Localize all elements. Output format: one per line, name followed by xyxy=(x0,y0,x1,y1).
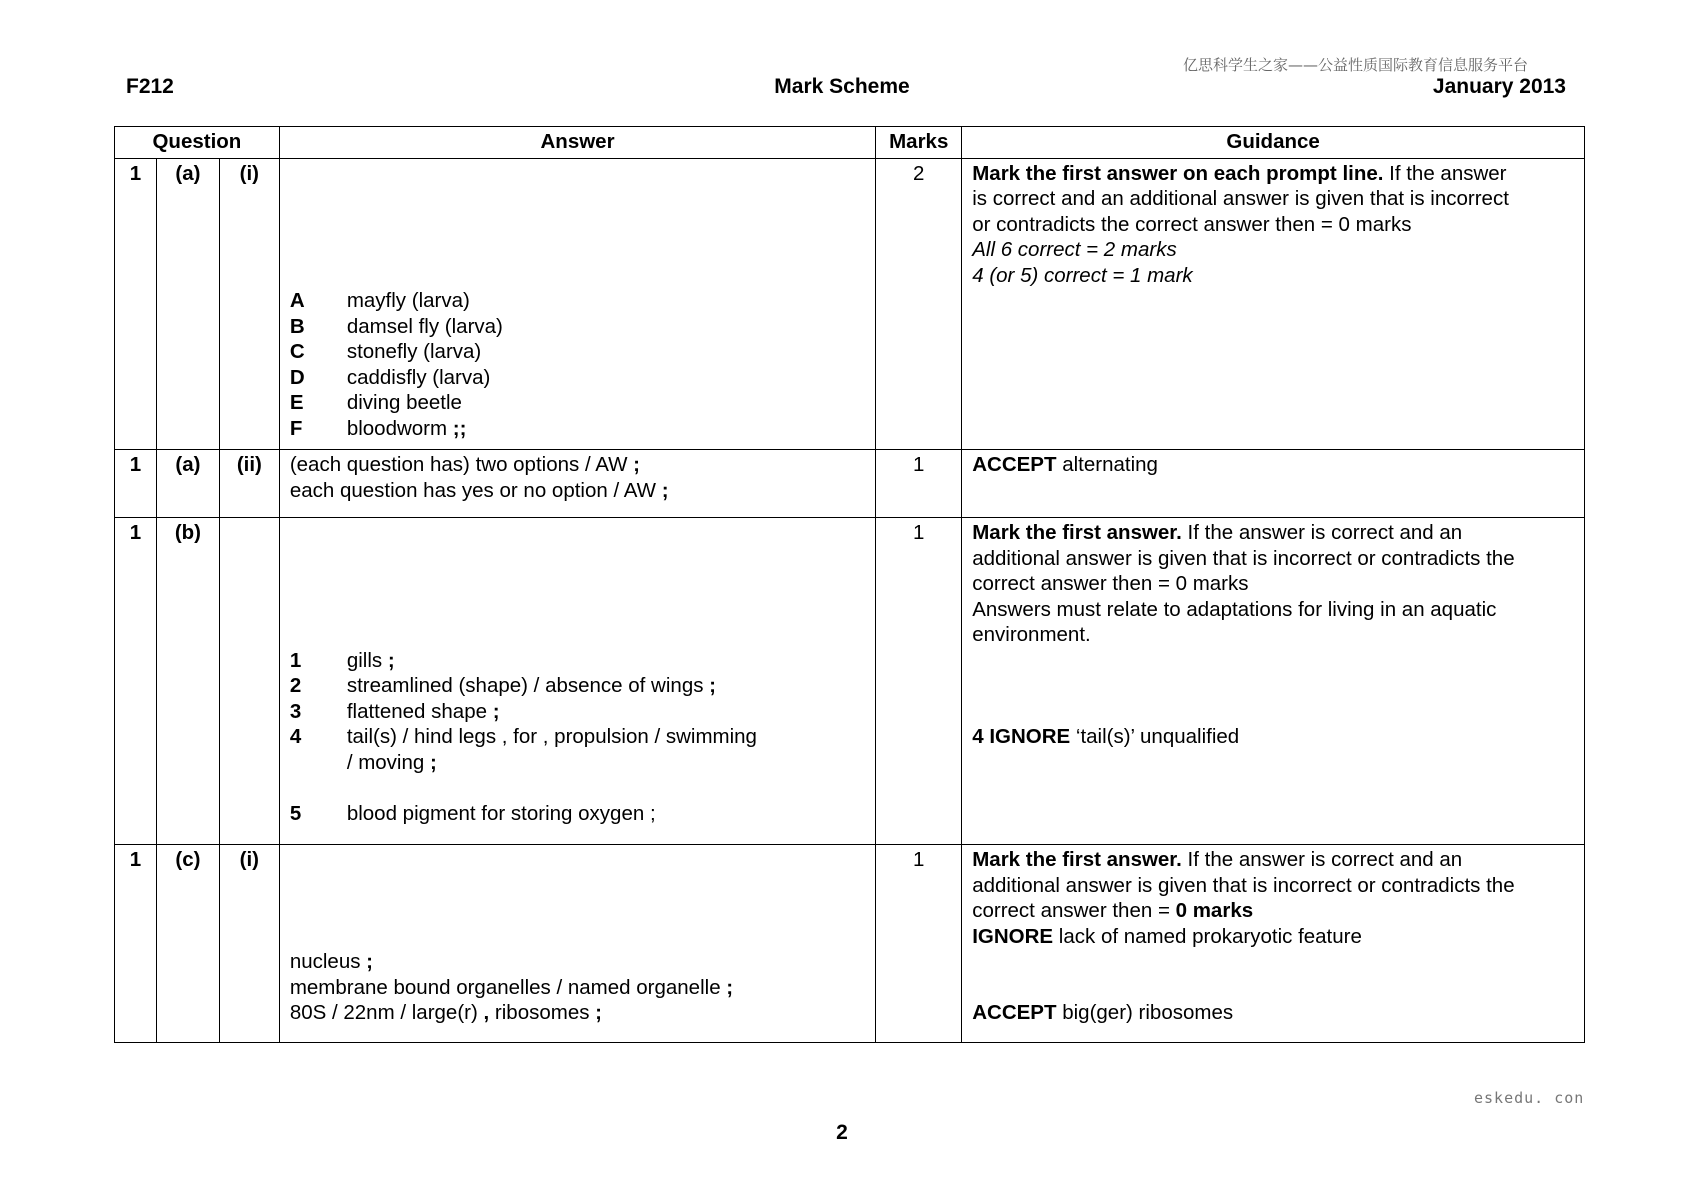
list-item: A mayfly (larva) xyxy=(289,289,470,312)
question-number: 1 xyxy=(115,518,157,845)
question-number: 1 xyxy=(115,845,157,1043)
document-title: Mark Scheme xyxy=(774,75,910,98)
answer-cell: nucleus ; membrane bound organelles / named organelle ; 80S / 22nm / large(r) , ribosomes ; xyxy=(279,845,875,1043)
guidance-cell: Mark the first answer. If the answer is correct and an additional answer is given that is incorrect or contradicts the correct answer then = 0 marks Answers must relate to adaptations for living in an aquatic environment. 4 IGNORE ‘tail(s)’ unqualified xyxy=(962,518,1585,845)
question-subpart: (i) xyxy=(219,845,279,1043)
list-item: 1 gills ; xyxy=(289,648,395,672)
watermark-top: 亿思科学生之家——公益性质国际教育信息服务平台 xyxy=(1183,56,1529,74)
question-subpart xyxy=(219,518,279,845)
list-item: E diving beetle xyxy=(289,391,462,414)
header-answer: Answer xyxy=(279,127,875,159)
question-part: (c) xyxy=(156,845,219,1043)
question-number: 1 xyxy=(115,158,157,450)
question-part: (a) xyxy=(156,158,219,450)
question-subpart: (ii) xyxy=(219,450,279,518)
mark-scheme-table xyxy=(114,126,1585,1043)
table-row xyxy=(115,518,1585,845)
list-item: 4 tail(s) / hind legs , for , propulsion / swimming xyxy=(289,725,757,748)
guidance-cell: Mark the first answer. If the answer is correct and an additional answer is given that is incorrect or contradicts the correct answer then = 0 marks IGNORE lack of named prokaryotic feature ACCEPT big(ger) ribosomes xyxy=(962,845,1585,1043)
list-item: F bloodworm ;; xyxy=(289,416,467,440)
question-number: 1 xyxy=(115,450,157,518)
answer-cell: (each question has) two options / AW ; each question has yes or no option / AW ; xyxy=(279,450,875,518)
marks-cell: 1 xyxy=(876,450,962,518)
header-marks: Marks xyxy=(876,127,962,159)
watermark-bottom: eskedu. con xyxy=(1474,1089,1585,1107)
list-item: / moving ; xyxy=(346,750,437,774)
marks-cell: 1 xyxy=(876,845,962,1043)
page-number: 2 xyxy=(836,1121,848,1144)
table-row xyxy=(115,158,1585,450)
question-part: (a) xyxy=(156,450,219,518)
list-item: 2 streamlined (shape) / absence of wings ; xyxy=(289,674,717,697)
question-subpart: (i) xyxy=(219,158,279,450)
list-item: B damsel fly (larva) xyxy=(289,314,503,338)
list-item: D caddisfly (larva) xyxy=(289,365,491,389)
list-item: 5 blood pigment for storing oxygen ; xyxy=(289,801,656,825)
document-date: January 2013 xyxy=(1432,75,1566,98)
marks-cell: 1 xyxy=(876,518,962,845)
guidance-cell: Mark the first answer on each prompt line. If the answer is correct and an additional answer is given that is incorrect or contradicts the correct answer then = 0 marks All 6 correct = 2 marks 4 (or 5) correct = 1 mark xyxy=(962,158,1585,450)
table-header-row xyxy=(115,127,1585,159)
list-item: 3 flattened shape ; xyxy=(289,699,500,723)
table-row xyxy=(115,450,1585,518)
table-row xyxy=(115,845,1585,1043)
answer-cell xyxy=(279,158,875,450)
header-guidance: Guidance xyxy=(962,127,1585,159)
answer-cell xyxy=(279,518,875,845)
document-code: F212 xyxy=(126,75,174,98)
question-part: (b) xyxy=(156,518,219,845)
header-question: Question xyxy=(115,127,280,159)
marks-cell: 2 xyxy=(876,158,962,450)
list-item: C stonefly (larva) xyxy=(289,340,482,363)
guidance-cell: ACCEPT alternating xyxy=(962,450,1585,518)
